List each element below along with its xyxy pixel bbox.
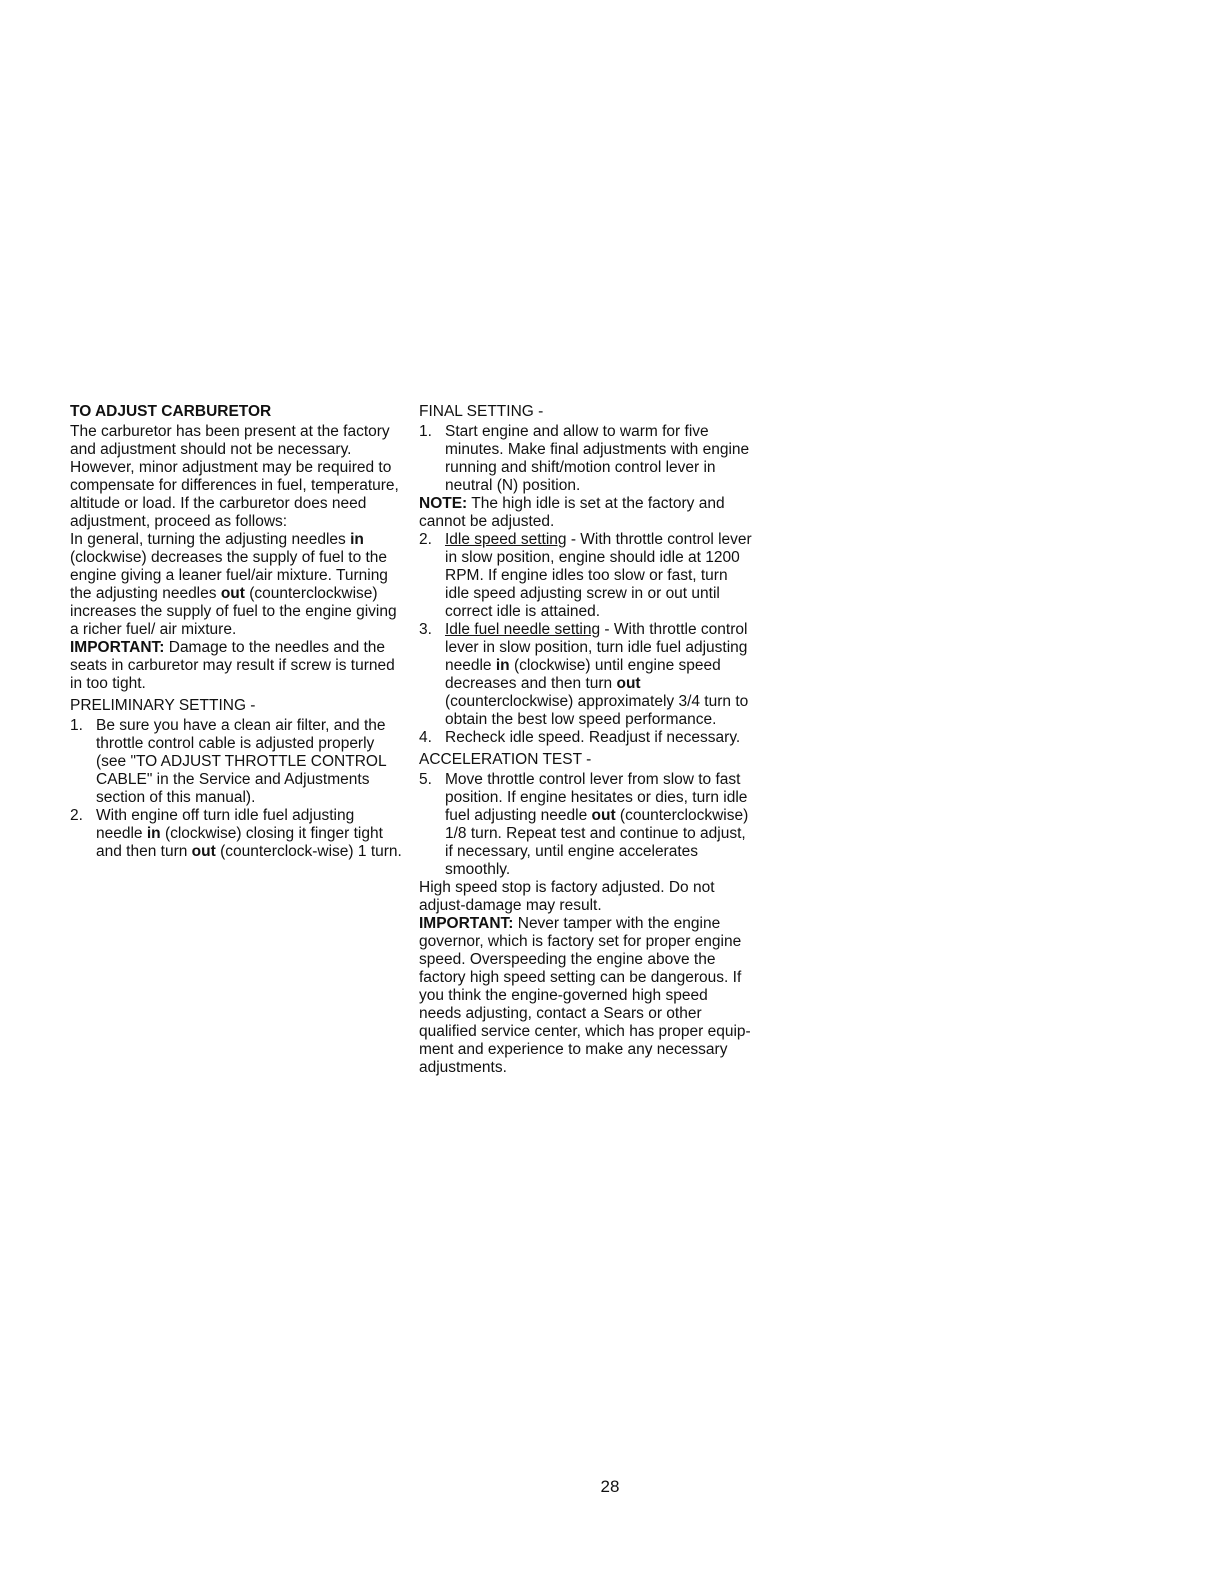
general-out: out [220, 585, 245, 602]
list-item [419, 621, 754, 729]
item-text: - With throttle control lever in slow position, engine should idle at 1200 RPM. If engine idles too slow or fast, turn idle speed adjusting screw in or out until correct idle is attained. [445, 531, 752, 620]
item-number: 3. [419, 621, 432, 638]
item-out: out [191, 843, 216, 860]
final-setting-heading: FINAL SETTING - [419, 403, 544, 420]
item-out: out [591, 807, 616, 824]
item-in: in [146, 825, 161, 842]
item-text: (clockwise) closing it finger tight and then turn [96, 825, 383, 860]
list-item [419, 771, 754, 879]
general-text-2: (clockwise) decreases the supply of fuel to the engine giving a leaner fuel/air mixture. Turning the adjusting needles [70, 549, 388, 602]
item-text: (counterclockwise) 1/8 turn. Repeat test and continue to adjust, if necessary, until engine accelerates smoothly. [445, 807, 749, 878]
list-item [419, 729, 754, 747]
item-text: Be sure you have a clean air filter, and the throttle control cable is adjusted properly (see "TO ADJUST THROTTLE CONTROL CABLE" in the Service and Adjustments section of this manual). [96, 717, 387, 806]
final-list-1 [419, 423, 754, 495]
final-list-2 [419, 531, 754, 747]
general-text-1: In general, turning the adjusting needles [70, 531, 351, 548]
note-paragraph [419, 495, 754, 531]
left-column [70, 403, 405, 861]
list-item [70, 717, 405, 807]
acceleration-list [419, 771, 754, 879]
item-number: 1. [419, 423, 432, 440]
item-number: 5. [419, 771, 432, 788]
item-text: - With throttle control lever in slow position, turn idle fuel adjusting needle [445, 621, 748, 674]
important-label: IMPORTANT: [419, 915, 514, 932]
item-out: out [616, 675, 641, 692]
high-speed-paragraph: High speed stop is factory adjusted. Do not adjust-damage may result. [419, 879, 715, 914]
preliminary-heading: PRELIMINARY SETTING - [70, 697, 256, 714]
item-number: 1. [70, 717, 83, 734]
intro-paragraph: The carburetor has been present at the factory and adjustment should not be necessary. However, minor adjustment may be required to compensate for differences in fuel, temperature, altitude or load. If the carburetor does need adjustment, proceed as follows: [70, 423, 399, 530]
acceleration-test-heading: ACCELERATION TEST - [419, 751, 592, 768]
important-text: Never tamper with the engine governor, which is factory set for proper engine speed. Overspeeding the engine above the factory high speed setting can be dangerous. If you think the engine-governed high speed needs adjusting, contact a Sears or other qualified service center, which has proper equip-ment and experience to make any necessary adjustments. [419, 915, 751, 1076]
item-number: 2. [419, 531, 432, 548]
item-title: Idle speed setting [445, 531, 567, 548]
important-paragraph [70, 639, 405, 693]
important-text: Damage to the needles and the seats in carburetor may result if screw is turned in too tight. [70, 639, 395, 692]
item-text: (clockwise) until engine speed decreases and then turn [445, 657, 721, 692]
preliminary-list [70, 717, 405, 861]
general-in: in [350, 531, 364, 548]
item-title: Idle fuel needle setting [445, 621, 601, 638]
list-item [419, 531, 754, 621]
important-paragraph [419, 915, 754, 1077]
item-number: 2. [70, 807, 83, 824]
item-text: Recheck idle speed. Readjust if necessary. [445, 729, 741, 746]
section-title: TO ADJUST CARBURETOR [70, 403, 272, 420]
note-label: NOTE: [419, 495, 468, 512]
page-number: 28 [600, 1477, 620, 1496]
list-item [419, 423, 754, 495]
item-text: Start engine and allow to warm for five minutes. Make final adjustments with engine running and shift/motion control lever in neutral (N) position. [445, 423, 750, 494]
general-text-3: (counterclockwise) increases the supply of fuel to the engine giving a richer fuel/ air mixture. [70, 585, 397, 638]
general-paragraph [70, 531, 405, 639]
list-item [70, 807, 405, 861]
item-text: (counterclockwise) approximately 3/4 turn to obtain the best low speed performance. [445, 693, 749, 728]
note-text: The high idle is set at the factory and cannot be adjusted. [419, 495, 725, 530]
item-text: Move throttle control lever from slow to fast position. If engine hesitates or dies, turn idle fuel adjusting needle [445, 771, 748, 824]
important-label: IMPORTANT: [70, 639, 165, 656]
right-column [419, 403, 754, 1077]
item-in: in [495, 657, 510, 674]
item-text: With engine off turn idle fuel adjusting needle [96, 807, 355, 842]
item-text: (counterclock-wise) 1 turn. [215, 843, 402, 860]
item-number: 4. [419, 729, 432, 746]
